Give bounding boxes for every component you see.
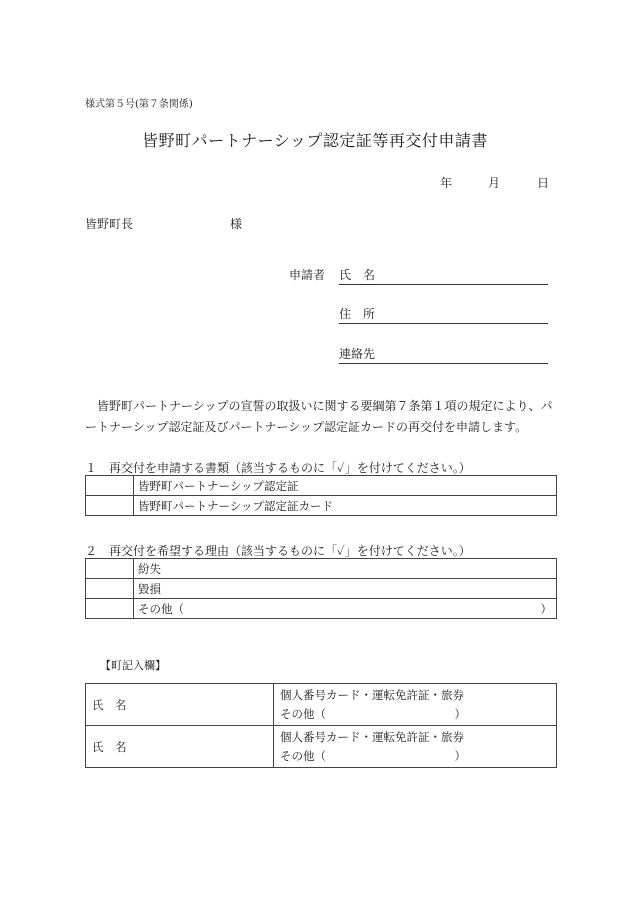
checkbox-certificate[interactable] (86, 476, 134, 496)
table-row (86, 599, 557, 619)
table-row (86, 476, 557, 496)
checkbox-damaged[interactable] (86, 579, 134, 599)
document-selection-table (85, 475, 557, 516)
reason-selection-table (85, 558, 557, 619)
addressee-honorific: 様 (230, 217, 243, 231)
other-close-label: ） (540, 601, 552, 616)
option-certificate-card: 皆野町パートナーシップ認定証カード (134, 496, 557, 516)
id-other-open: その他（ (280, 706, 326, 721)
addressee-name: 皆野町長 (85, 217, 134, 231)
date-month-label: 月 (488, 176, 501, 190)
option-other[interactable] (134, 599, 557, 619)
applicant-address-field[interactable]: 住 所 (339, 305, 548, 324)
other-open-label: その他（ (138, 601, 184, 616)
id-other-close: ） (454, 748, 466, 763)
body-text: 皆野町パートナーシップの宣誓の取扱いに関する要綱第７条第１項の規定により、パートナーシップ認定証及びパートナーシップ認定証カードの再交付を申請します。 (85, 399, 553, 434)
office-name-cell: 氏 名 (86, 684, 274, 726)
page-title: 皆野町パートナーシップ認定証等再交付申請書 (142, 131, 488, 150)
id-other-line (280, 705, 466, 724)
section2-title: ２ 再交付を希望する理由（該当するものに「✓」を付けてください。） (85, 544, 471, 558)
option-damaged: 毀損 (134, 579, 557, 599)
checkbox-certificate-card[interactable] (86, 496, 134, 516)
section1-title: １ 再交付を申請する書類（該当するものに「✓」を付けてください。） (85, 461, 471, 475)
id-document-line: 個人番号カード・運転免許証・旅券 (280, 687, 464, 702)
date-year-label: 年 (440, 176, 453, 190)
office-use-table (85, 683, 557, 768)
table-row (86, 579, 557, 599)
checkbox-lost[interactable] (86, 559, 134, 579)
table-row (86, 684, 557, 726)
office-name-cell: 氏 名 (86, 726, 274, 768)
office-id-cell (274, 726, 557, 768)
office-use-heading: 【町記入欄】 (100, 659, 166, 672)
applicant-name-field[interactable]: 氏 名 (339, 266, 548, 285)
form-number: 様式第５号(第７条関係) (85, 99, 193, 110)
checkbox-other[interactable] (86, 599, 134, 619)
table-row (86, 559, 557, 579)
date-day-label: 日 (537, 176, 550, 190)
id-other-close: ） (454, 706, 466, 721)
option-lost: 紛失 (134, 559, 557, 579)
id-other-line (280, 747, 466, 766)
table-row (86, 726, 557, 768)
id-other-open: その他（ (280, 748, 326, 763)
id-document-line: 個人番号カード・運転免許証・旅券 (280, 729, 464, 744)
table-row (86, 496, 557, 516)
applicant-label: 申請者 (289, 268, 326, 282)
applicant-contact-field[interactable]: 連絡先 (339, 345, 548, 364)
option-certificate: 皆野町パートナーシップ認定証 (134, 476, 557, 496)
office-id-cell (274, 684, 557, 726)
